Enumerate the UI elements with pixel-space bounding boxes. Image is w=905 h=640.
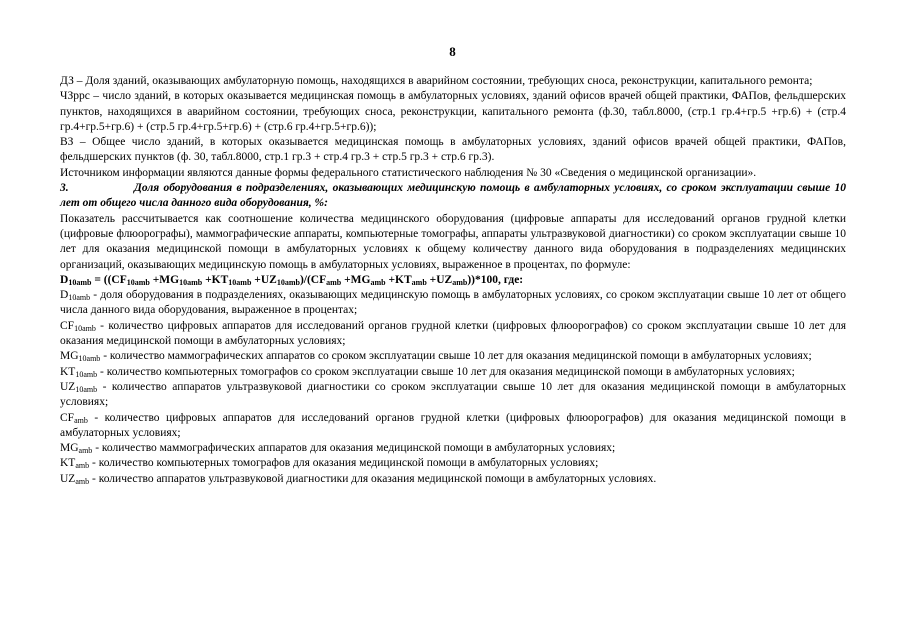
var-uzamb: $UZ_{amb}$ - количество аппаратов ультразвуковой диагностики для оказания медицинской помощи в амбулаторных условиях. xyxy=(60,472,657,486)
definition-chzrrs: ЧЗррс – число зданий, в которых оказывается медицинская помощь в амбулаторных условиях, зданий офисов врачей общей практики, ФАПов, фельдшерских пунктов, находящихся в аварийном состоянии, требующих сноса, реконструкции, капитального ремонта (ф.30, табл.8000, (стр.1 гр.4+гр.5 +гр.6) + (стр.4 гр.4+гр.5+гр.6) + (стр.5 гр.4+гр.5+гр.6) + (стр.6 гр.4+гр.5+гр.6)); xyxy=(60,90,846,133)
var-cfamb: $CF_{amb}$ - количество цифровых аппаратов для исследований органов грудной клетки (цифровых флюорографов) для оказания медицинской помощи в амбулаторных условиях; xyxy=(60,411,846,439)
var-mg10amb: $MG_{10amb}$ - количество маммографических аппаратов со сроком эксплуатации свыше 10 лет для оказания медицинской помощи в амбулаторных условиях; xyxy=(60,350,812,364)
definition-dz: ДЗ – Доля зданий, оказывающих амбулаторную помощь, находящихся в аварийном состоянии, требующих сноса, реконструкции, капитального ремонта; xyxy=(60,75,813,87)
section-title: Доля оборудования в подразделениях, оказывающих медицинскую помощь в амбулаторных условиях, со сроком эксплуатации свыше 10 лет от общего числа данного вида оборудования, %: xyxy=(60,182,846,210)
page-number: 8 xyxy=(449,44,456,59)
section-number: 3. xyxy=(60,182,69,195)
var-d10amb: $D_{10amb}$ - доля оборудования в подразделениях, оказывающих медицинскую помощь в амбулаторных условиях, со сроком эксплуатации свыше 10 лет от общего числа данного вида оборудования, выраженное в процентах; xyxy=(60,289,846,317)
source-note: Источником информации являются данные формы федерального статистического наблюдения № 30 «Сведения о медицинской организации». xyxy=(60,166,757,179)
section-intro: Показатель рассчитывается как соотношение количества медицинского оборудования (цифровые аппараты для исследований органов грудной клетки (цифровые флюорографы), маммографические аппараты, компьютерные томографы, аппараты ультразвуковой диагностики) со сроком эксплуатации свыше 10 лет для оказания медицинской помощи в амбулаторных условиях к общему количеству данного вида оборудования в подразделениях медицинских организаций, оказывающих медицинскую помощь в амбулаторных условиях, выраженное в процентах, по формуле: xyxy=(60,212,846,271)
var-uz10amb: $UZ_{10amb}$ - количество аппаратов ультразвуковой диагностики со сроком эксплуатации свыше 10 лет для оказания медицинской помощи в амбулаторных условиях; xyxy=(60,380,846,409)
definition-vz: ВЗ – Общее число зданий, в которых оказывается медицинская помощь в амбулаторных условиях, зданий офисов врачей общей практики, ФАПов, фельдшерских пунктов (ф. 30, табл.8000, стр.1 гр.3 + стр.4 гр.3 + стр.5 гр.3 + стр.6 гр.3). xyxy=(60,136,846,164)
formula: $D_{10amb} = ((CF_{10amb} +MG_{10amb} +KT_{10amb} +UZ_{10amb})/(CF_{amb} +MG_{amb} +KT_{amb} +UZ_{amb}))*100$, где: xyxy=(60,273,524,287)
var-ktamb: $KT_{amb}$ - количество компьютерных томографов для оказания медицинской помощи в амбулаторных условиях; xyxy=(60,457,599,471)
var-mgamb: $MG_{amb}$ - количество маммографических аппаратов для оказания медицинской помощи в амбулаторных условиях; xyxy=(60,442,616,456)
var-cf10amb: $CF_{10amb}$ - количество цифровых аппаратов для исследований органов грудной клетки (цифровых флюорографов) со сроком эксплуатации свыше 10 лет для оказания медицинской помощи в амбулаторных условиях; xyxy=(60,319,846,348)
var-kt10amb: $KT_{10amb}$ - количество компьютерных томографов со сроком эксплуатации свыше 10 лет для оказания медицинской помощи в амбулаторных условиях; xyxy=(60,365,795,379)
document-body xyxy=(60,74,846,487)
section-heading xyxy=(60,181,846,212)
